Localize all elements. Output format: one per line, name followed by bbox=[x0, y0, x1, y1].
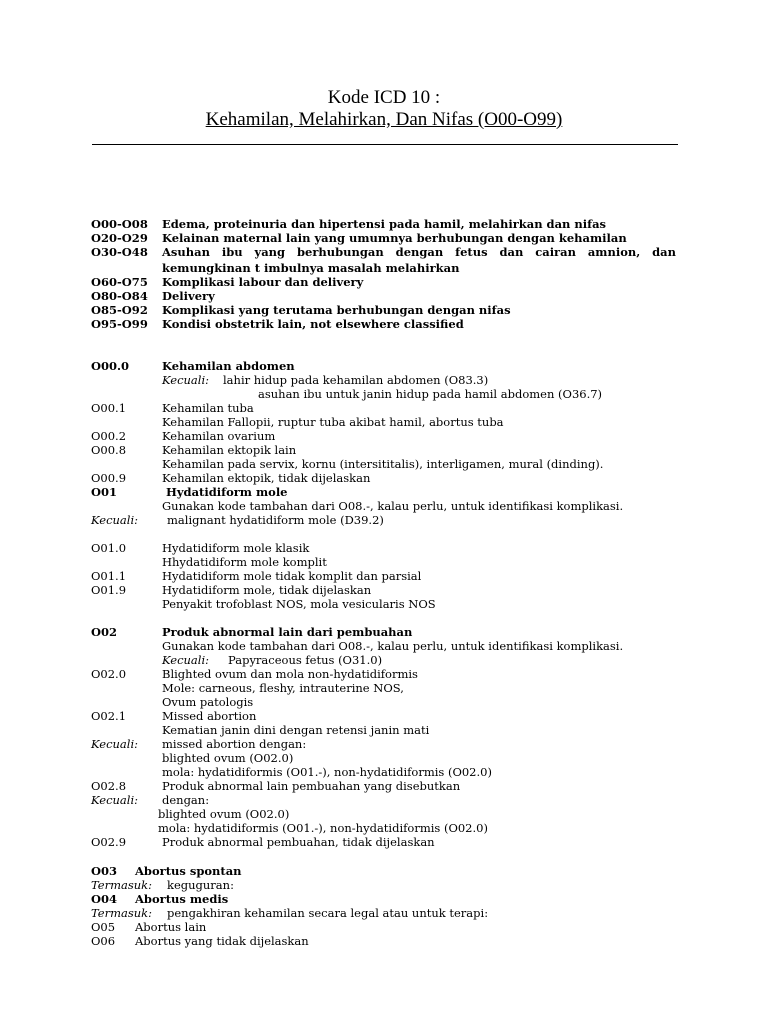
entry-title: Produk abnormal lain pembuahan yang disebutkan bbox=[162, 779, 461, 793]
entry-note: Gunakan kode tambahan dari O08.-, kalau perlu, untuk identifikasi komplikasi. bbox=[162, 499, 624, 513]
document-subtitle: Kehamilan, Melahirkan, Dan Nifas (O00-O99) bbox=[205, 109, 563, 130]
exclusion-text: asuhan ibu untuk janin hidup pada hamil abdomen (O36.7) bbox=[258, 387, 603, 401]
entry-title: Kehamilan abdomen bbox=[162, 359, 295, 373]
summary-text: Edema, proteinuria dan hipertensi pada hamil, melahirkan dan nifas bbox=[162, 217, 607, 231]
entry-title: Blighted ovum dan mola non-hydatidiformis bbox=[162, 667, 418, 681]
entry-note: Gunakan kode tambahan dari O08.-, kalau perlu, untuk identifikasi komplikasi. bbox=[162, 639, 624, 653]
entry-code: O02.9 bbox=[91, 835, 127, 849]
summary-code: O60-O75 bbox=[91, 275, 148, 289]
entry-subtext: Kehamilan pada servix, kornu (intersititalis), interligamen, mural (dinding). bbox=[162, 457, 604, 471]
entry-code: O05 bbox=[91, 920, 116, 934]
entry-title: Produk abnormal pembuahan, tidak dijelaskan bbox=[162, 835, 435, 849]
exclusion-text: blighted ovum (O02.0) bbox=[158, 807, 290, 821]
exclusion-text: malignant hydatidiform mole (D39.2) bbox=[167, 513, 384, 527]
entry-title: Kehamilan ektopik lain bbox=[162, 443, 297, 457]
summary-text: Komplikasi yang terutama berhubungan dengan nifas bbox=[162, 303, 511, 317]
entry-code: O00.8 bbox=[91, 443, 127, 457]
exclusion-label: Kecuali: bbox=[91, 793, 139, 807]
exclusion-text: lahir hidup pada kehamilan abdomen (O83.3) bbox=[223, 373, 489, 387]
exclusion-text: mola: hydatidiformis (O01.-), non-hydatidiformis (O02.0) bbox=[158, 821, 488, 835]
entry-code: O02.1 bbox=[91, 709, 127, 723]
summary-code: O85-O92 bbox=[91, 303, 148, 317]
entry-code: O01.0 bbox=[91, 541, 127, 555]
entry-title: Produk abnormal lain dari pembuahan bbox=[162, 625, 413, 639]
entry-subtext: Mole: carneous, fleshy, intrauterine NOS, bbox=[162, 681, 404, 695]
entry-code: O06 bbox=[91, 934, 116, 948]
entry-code: O00.2 bbox=[91, 429, 127, 443]
entry-code: O02.8 bbox=[91, 779, 127, 793]
summary-text: Kondisi obstetrik lain, not elsewhere classified bbox=[162, 317, 464, 331]
summary-text-continued: kemungkinan t imbulnya masalah melahirkan bbox=[162, 261, 460, 275]
entry-subtext: Ovum patologis bbox=[162, 695, 254, 709]
entry-code: O00.1 bbox=[91, 401, 127, 415]
exclusion-label: Kecuali: bbox=[162, 373, 210, 387]
entry-code: O02.0 bbox=[91, 667, 127, 681]
entry-title: Abortus yang tidak dijelaskan bbox=[135, 934, 309, 948]
title-divider bbox=[92, 144, 678, 145]
summary-text: Asuhan ibu yang berhubungan dengan fetus dan cairan amnion, dan bbox=[162, 245, 676, 259]
exclusion-label: Kecuali: bbox=[91, 737, 139, 751]
inclusion-label: Termasuk: bbox=[91, 906, 152, 920]
inclusion-text: pengakhiran kehamilan secara legal atau untuk terapi: bbox=[167, 906, 489, 920]
inclusion-label: Termasuk: bbox=[91, 878, 152, 892]
summary-code: O95-O99 bbox=[91, 317, 148, 331]
summary-code: O20-O29 bbox=[91, 231, 148, 245]
document-title: Kode ICD 10 : bbox=[327, 87, 441, 108]
entry-title: Hydatidiform mole, tidak dijelaskan bbox=[162, 583, 372, 597]
entry-title: Kehamilan ovarium bbox=[162, 429, 276, 443]
summary-code: O80-O84 bbox=[91, 289, 148, 303]
exclusion-text: blighted ovum (O02.0) bbox=[162, 751, 294, 765]
entry-subtext: Hhydatidiform mole komplit bbox=[162, 555, 327, 569]
entry-code: O01.1 bbox=[91, 569, 127, 583]
summary-text: Delivery bbox=[162, 289, 215, 303]
entry-title: Hydatidiform mole klasik bbox=[162, 541, 310, 555]
entry-title: Hydatidiform mole bbox=[166, 485, 288, 499]
entry-title: Kehamilan tuba bbox=[162, 401, 254, 415]
summary-text: Kelainan maternal lain yang umumnya berhubungan dengan kehamilan bbox=[162, 231, 627, 245]
entry-title: Abortus medis bbox=[135, 892, 229, 906]
summary-code: O00-O08 bbox=[91, 217, 148, 231]
exclusion-text: missed abortion dengan: bbox=[162, 737, 307, 751]
entry-code: O00.9 bbox=[91, 471, 127, 485]
exclusion-label: Kecuali: bbox=[91, 513, 139, 527]
inclusion-text: keguguran: bbox=[167, 878, 234, 892]
entry-code: O00.0 bbox=[91, 359, 130, 373]
exclusion-text: Papyraceous fetus (O31.0) bbox=[228, 653, 383, 667]
exclusion-label: Kecuali: bbox=[162, 653, 210, 667]
exclusion-text: dengan: bbox=[162, 793, 210, 807]
entry-code: O01.9 bbox=[91, 583, 127, 597]
entry-code: O02 bbox=[91, 625, 118, 639]
exclusion-text: mola: hydatidiformis (O01.-), non-hydatidiformis (O02.0) bbox=[162, 765, 492, 779]
entry-code: O03 bbox=[91, 864, 118, 878]
entry-title: Abortus lain bbox=[135, 920, 207, 934]
entry-code: O04 bbox=[91, 892, 118, 906]
entry-code: O01 bbox=[91, 485, 118, 499]
entry-title: Kehamilan ektopik, tidak dijelaskan bbox=[162, 471, 371, 485]
entry-title: Abortus spontan bbox=[135, 864, 242, 878]
summary-text: Komplikasi labour dan delivery bbox=[162, 275, 364, 289]
entry-subtext: Kematian janin dini dengan retensi janin mati bbox=[162, 723, 430, 737]
entry-subtext: Penyakit trofoblast NOS, mola vesicularis NOS bbox=[162, 597, 436, 611]
summary-code: O30-O48 bbox=[91, 245, 148, 259]
entry-title: Missed abortion bbox=[162, 709, 257, 723]
entry-subtext: Kehamilan Fallopii, ruptur tuba akibat hamil, abortus tuba bbox=[162, 415, 504, 429]
entry-title: Hydatidiform mole tidak komplit dan parsial bbox=[162, 569, 422, 583]
